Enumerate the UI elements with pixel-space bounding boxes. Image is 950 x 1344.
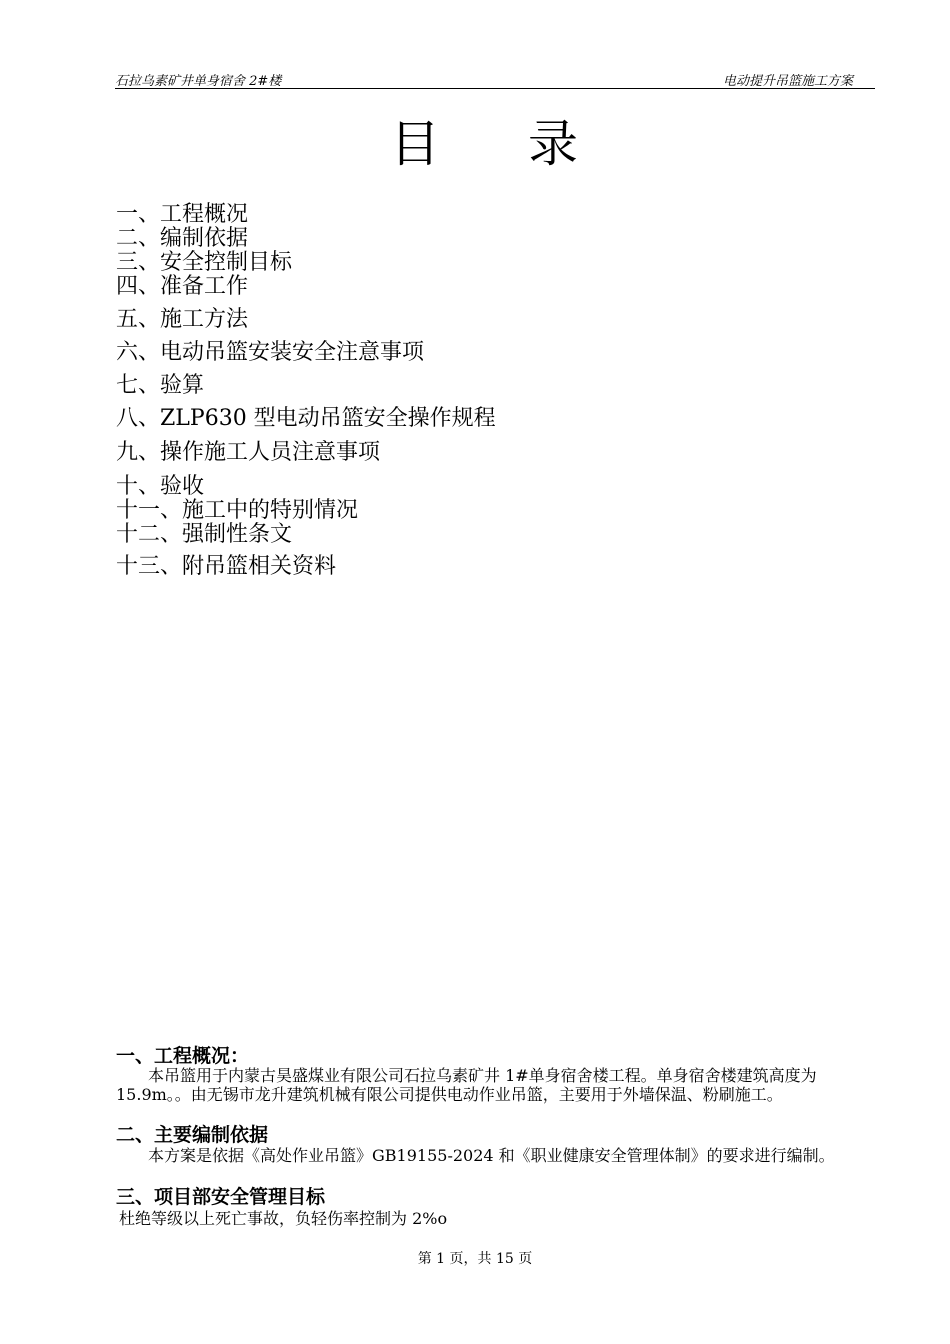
toc-item[interactable]: 十、验收 — [116, 474, 205, 499]
toc-item[interactable]: 五、施工方法 — [116, 307, 249, 332]
toc-item[interactable]: 三、安全控制目标 — [116, 250, 293, 275]
section-text-safety-target: 杜绝等级以上死亡事故，负轻伤率控制为 2%o — [119, 1209, 448, 1228]
section-text-overview — [116, 1066, 882, 1104]
page-header — [115, 70, 875, 89]
toc-item[interactable]: 二、编制依据 — [116, 226, 249, 251]
section-text-basis-content: 本方案是依据《高处作业吊篮》GB19155-2024 和《职业健康安全管理体制》的要求进行编制。 — [148, 1146, 835, 1165]
toc-item[interactable]: 一、工程概况 — [116, 202, 249, 227]
toc-title: 目 录 — [390, 115, 614, 173]
toc-item[interactable]: 十一、施工中的特别情况 — [116, 498, 359, 523]
section-text-basis — [116, 1146, 882, 1165]
toc-item[interactable]: 九、操作施工人员注意事项 — [116, 440, 381, 465]
page-footer: 第 1 页，共 15 页 — [417, 1251, 533, 1267]
toc-item[interactable]: 八、ZLP630 型电动吊篮安全操作规程 — [116, 406, 496, 431]
section-heading-safety-target: 三、项目部安全管理目标 — [116, 1186, 326, 1208]
toc-item[interactable]: 七、验算 — [116, 373, 205, 398]
toc-item[interactable]: 六、电动吊篮安装安全注意事项 — [116, 340, 425, 365]
toc-item[interactable]: 十二、强制性条文 — [116, 522, 293, 547]
header-project-name: 石拉乌素矿井单身宿舍 2#楼 — [115, 74, 282, 89]
section-heading-overview: 一、工程概况： — [116, 1045, 250, 1067]
toc-item[interactable]: 四、准备工作 — [116, 274, 249, 299]
toc-item[interactable]: 十三、附吊篮相关资料 — [116, 554, 337, 579]
section-heading-basis: 二、主要编制依据 — [116, 1124, 269, 1146]
header-document-title: 电动提升吊篮施工方案 — [722, 74, 853, 89]
section-text-overview-content: 本吊篮用于内蒙古昊盛煤业有限公司石拉乌素矿井 1#单身宿舍楼工程。单身宿舍楼建筑高度为 15.9m。。由无锡市龙升建筑机械有限公司提供电动作业吊篮，主要用于外墙保温、粉刷施工。 — [116, 1066, 817, 1104]
